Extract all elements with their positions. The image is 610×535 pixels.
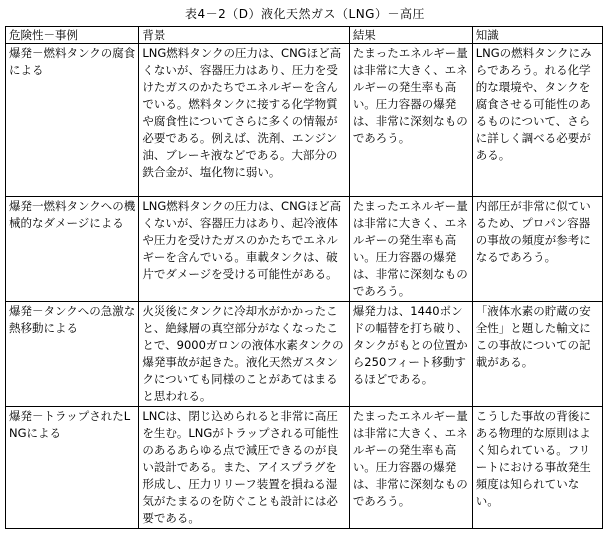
table-row xyxy=(6,407,603,529)
cell-knowledge: 内部圧が非常に似ているため、プロパン容器の事故の頻度が参考になるであろう。 xyxy=(472,197,602,302)
header-result: 結果 xyxy=(349,27,472,44)
cell-hazard: 爆発－タンクへの急激な熱移動による xyxy=(6,302,139,407)
header-knowledge: 知識 xyxy=(472,27,602,44)
cell-background: 火災後にタンクに冷却水がかかったこと、絶縁層の真空部分がなくなったことで、9000ガロンの液体水素タンクの爆発事故が起きた。液化天然ガスタンクについても同様のことがあてはまると思われる。 xyxy=(139,302,349,407)
cell-hazard: 爆発－燃料タンクの腐食による xyxy=(6,44,139,197)
cell-knowledge: LNGの燃料タンクにみらであろう。れる化学的な環境や、タンクを腐食させる可能性のあるものについて、さらに詳しく調べる必要がある。 xyxy=(472,44,602,197)
cell-result: たまったエネルギー量は非常に大きく、エネルギーの発生率も高い。圧力容器の爆発は、非常に深刻なものであろう。 xyxy=(349,44,472,197)
table-title: 表4－2（D）液化天然ガス（LNG）－高圧 xyxy=(185,7,425,21)
cell-background: LNCは、閉じ込められると非常に高圧を生む。LNGがトラップされる可能性のあるあらゆる点で減圧できるのが良い設計である。また、アイスプラグを形成し、圧力リリーフ装置を損ねる湿気がたまるのを防ぐことも設計には必要である。 xyxy=(139,407,349,529)
cell-knowledge: 「液体水素の貯蔵の安全性」と題した輸文にこの事故についての記載がある。 xyxy=(472,302,602,407)
header-background: 背景 xyxy=(139,27,349,44)
cell-background: LNG燃料タンクの圧力は、CNGほど高くないが、容器圧力はあり、起冷液体や圧力を受けたガスのかたちでエネルギーを含んでいる。車載タンクは、破片でダメージを受ける可能性がある。 xyxy=(139,197,349,302)
table-row xyxy=(6,302,603,407)
header-row xyxy=(6,27,603,44)
cell-result: たまったエネルギー量は非常に大きく、エネルギーの発生率も高い。圧力容器の爆発は、非常に深刻なものであろう。 xyxy=(349,407,472,529)
table-row xyxy=(6,197,603,302)
cell-result: 爆発力は、1440ポンドの幅替を打ち破り、タンクがもとの位置から250フィート移動するほどである。 xyxy=(349,302,472,407)
cell-hazard: 爆発一燃料タンクへの機械的なダメージによる xyxy=(6,197,139,302)
hazard-table xyxy=(5,26,603,529)
cell-result: たまったエネルギー量は非常に大きく、エネルギーの発生率も高い。圧力容器の爆発は、非常に深刻なものであろう。 xyxy=(349,197,472,302)
cell-background: LNG燃料タンクの圧力は、CNGほど高くないが、容器圧力はあり、圧力を受けたガスのかたちでエネルギーを含んでいる。燃料タンクに接する化学物質や腐食性についてさらに多くの情報が必要である。例えば、洗剤、エンジン油、ブレーキ液などである。大部分の鉄合金が、塩化物に弱い。 xyxy=(139,44,349,197)
table-row xyxy=(6,44,603,197)
cell-hazard: 爆発－トラップされたLNGによる xyxy=(6,407,139,529)
header-hazard: 危険性－事例 xyxy=(6,27,139,44)
cell-knowledge: こうした事故の背後にある物理的な原則はよく知られている。フリートにおける事故発生頻度は知られていない。 xyxy=(472,407,602,529)
